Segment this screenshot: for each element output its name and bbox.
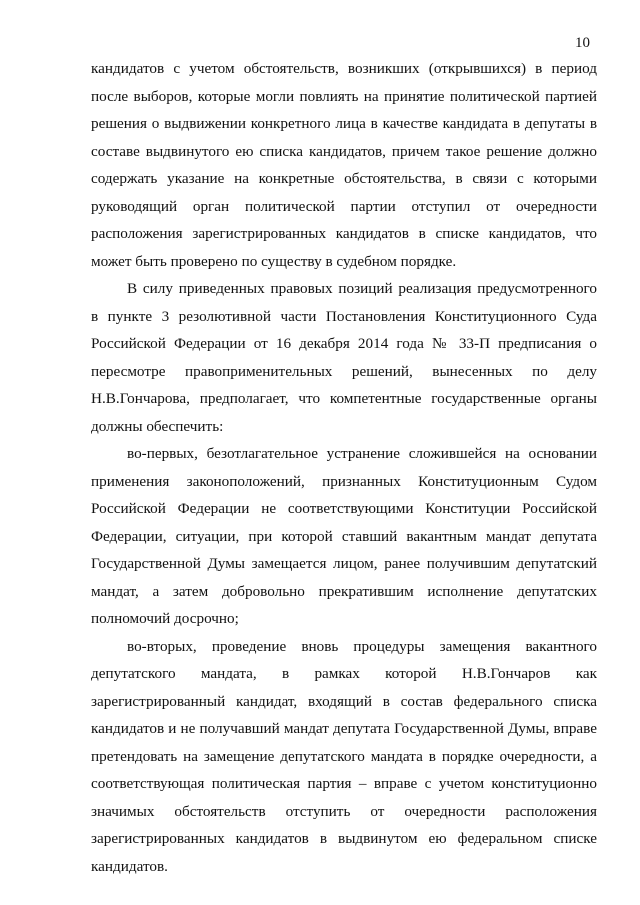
text-line: может быть проверено по существу в судебном порядке. xyxy=(91,252,457,270)
text-line: зарегистрированных кандидатов в выдвинутом ею федеральном списке xyxy=(91,830,597,847)
text-line: расположения зарегистрированных кандидатов в списке кандидатов, что xyxy=(91,225,597,242)
text-line: должны обеспечить: xyxy=(91,417,224,435)
paragraph xyxy=(91,275,597,440)
text-line: применения законоположений, признанных Конституционным Судом xyxy=(91,472,597,490)
text-line: кандидатов и не получавший мандат депутата Государственной Думы, вправе xyxy=(91,720,597,737)
text-line: руководящий орган политической партии отступил от очередности xyxy=(91,197,597,215)
text-line: мандат, а затем добровольно прекратившим исполнение депутатских xyxy=(91,582,597,600)
text-line: Государственной Думы замещается лицом, ранее получившим депутатский xyxy=(91,555,597,572)
text-line: значимых обстоятельств отступить от очередности расположения xyxy=(91,802,597,820)
text-line: после выборов, которые могли повлиять на принятие политической партией xyxy=(91,87,597,105)
text-line: Российской Федерации от 16 декабря 2014 года № 33-П предписания о xyxy=(91,335,597,352)
text-line: составе выдвинутого ею списка кандидатов, причем такое решение должно xyxy=(91,142,597,160)
text-line: зарегистрированный кандидат, входящий в состав федерального списка xyxy=(91,692,597,710)
paragraph xyxy=(91,55,597,275)
text-line: полномочий досрочно; xyxy=(91,610,239,627)
page-number: 10 xyxy=(575,35,590,51)
text-line: во-первых, безотлагательное устранение сложившейся на основании xyxy=(127,445,597,462)
text-line: пересмотре правоприменительных решений, вынесенных по делу xyxy=(91,362,597,380)
text-line: Н.В.Гончарова, предполагает, что компетентные государственные органы xyxy=(91,390,597,407)
text-line: Федерации, ситуации, при которой ставший вакантным мандат депутата xyxy=(91,527,597,545)
text-line: соответствующая политическая партия – вправе с учетом конституционно xyxy=(91,775,597,792)
text-line: решения о выдвижении конкретного лица в качестве кандидата в депутаты в xyxy=(91,115,597,132)
paragraph xyxy=(91,633,597,881)
text-line: кандидатов с учетом обстоятельств, возникших (открывшихся) в период xyxy=(91,60,597,77)
paragraph xyxy=(91,440,597,633)
document-body xyxy=(91,55,597,880)
text-line: кандидатов. xyxy=(91,857,168,875)
text-line: Российской Федерации не соответствующими Конституции Российской xyxy=(91,500,597,517)
text-line: во-вторых, проведение вновь процедуры замещения вакантного xyxy=(127,637,597,655)
text-line: содержать указание на конкретные обстоятельства, в связи с которыми xyxy=(91,170,597,187)
text-line: депутатского мандата, в рамках которой Н.В.Гончаров как xyxy=(91,665,597,682)
text-line: претендовать на замещение депутатского мандата в порядке очередности, а xyxy=(91,747,597,765)
text-line: В силу приведенных правовых позиций реализация предусмотренного xyxy=(127,280,597,297)
text-line: в пункте 3 резолютивной части Постановления Конституционного Суда xyxy=(91,307,597,325)
